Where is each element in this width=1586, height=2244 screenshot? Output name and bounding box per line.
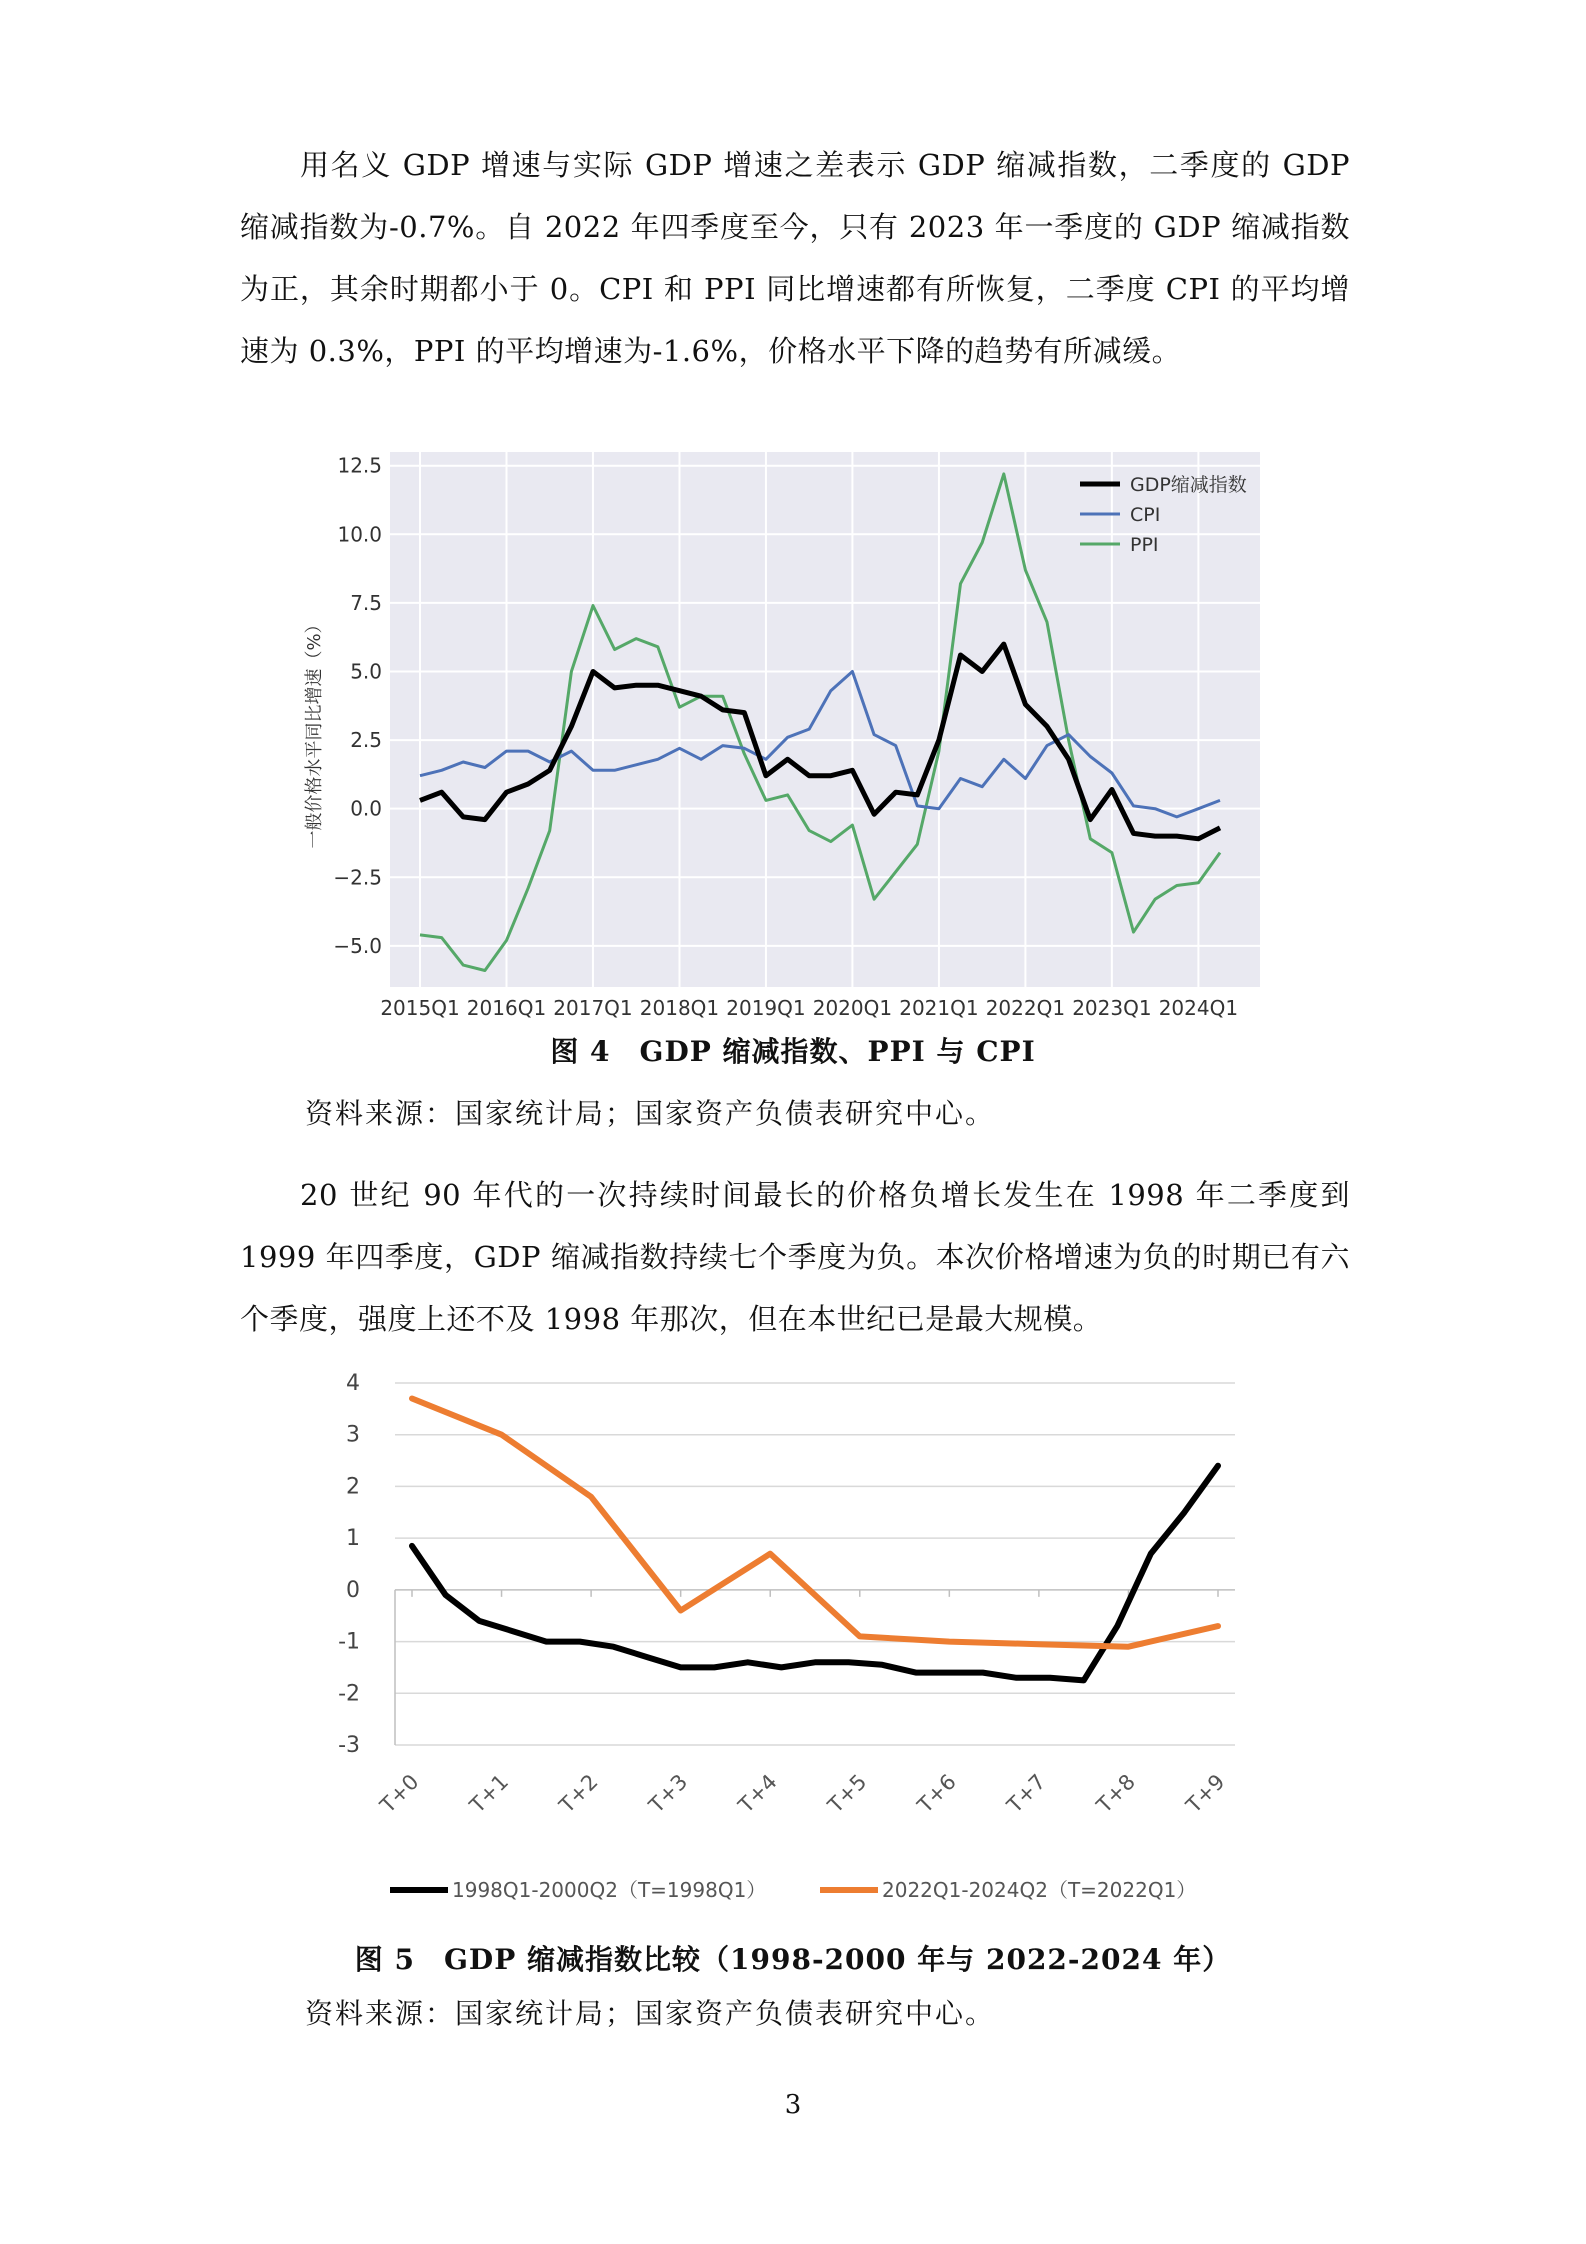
figure-5-chart	[330, 1365, 1280, 1915]
chart1-xtick-label: 2020Q1	[812, 996, 893, 1020]
chart2-xtick-label: T+4	[733, 1769, 782, 1818]
chart1-ytick-label: 7.5	[350, 590, 382, 615]
chart2-xtick-label: T+7	[1002, 1769, 1051, 1818]
chart1-xtick-label: 2015Q1	[380, 996, 460, 1020]
chart1-xtick-label: 2019Q1	[726, 996, 806, 1020]
chart1-xtick-label: 2018Q1	[639, 996, 720, 1020]
chart2-xtick-label: T+6	[912, 1769, 961, 1818]
chart2-ytick-label: -3	[338, 1733, 360, 1758]
chart2-series-2022Q1-2024Q2（T=2022Q1）	[412, 1399, 1218, 1647]
chart1-ylabel: 一般价格水平同比增速（%）	[304, 615, 325, 849]
chart1-ytick-label: −5.0	[333, 933, 382, 958]
chart1-xtick-label: 2023Q1	[1072, 996, 1152, 1020]
chart1-ytick-label: 12.5	[337, 453, 382, 478]
chart1-xtick-label: 2016Q1	[466, 996, 547, 1020]
chart2-xtick-label: T+5	[823, 1769, 872, 1818]
chart1-legend-ppi: PPI	[1130, 534, 1159, 556]
chart2-legend-2022: 2022Q1-2024Q2（T=2022Q1）	[882, 1878, 1197, 1902]
page-number: 3	[784, 2090, 802, 2120]
chart2-xtick-label: T+9	[1181, 1769, 1230, 1818]
chart1-legend-gdp: GDP缩减指数	[1130, 474, 1247, 496]
figure-5-caption: 图 5 GDP 缩减指数比较（1998-2000 年与 2022-2024 年）	[354, 1943, 1232, 1976]
chart1-legend-cpi: CPI	[1130, 504, 1161, 526]
chart2-xtick-label: T+2	[554, 1769, 603, 1818]
chart2-xtick-label: T+0	[375, 1769, 424, 1818]
chart2-ytick-label: 1	[346, 1526, 360, 1552]
chart1-xtick-label: 2017Q1	[553, 996, 633, 1020]
chart1-ytick-label: −2.5	[333, 865, 382, 890]
figure-4-source: 资料来源：国家统计局；国家资产负债表研究中心。	[305, 1097, 996, 1130]
chart1-ytick-label: 0.0	[350, 796, 382, 821]
chart2-xtick-label: T+1	[465, 1769, 514, 1818]
chart2-ytick-label: -2	[338, 1681, 360, 1707]
chart2-ytick-label: -1	[338, 1629, 360, 1655]
figure-4-caption: 图 4 GDP 缩减指数、PPI 与 CPI	[550, 1035, 1036, 1068]
chart1-xtick-label: 2021Q1	[899, 996, 979, 1020]
chart2-ytick-label: 4	[346, 1371, 360, 1396]
chart1-ytick-label: 5.0	[350, 659, 382, 684]
paragraph-2: 20 世纪 90 年代的一次持续时间最长的价格负增长发生在 1998 年二季度到 1999 年四季度，GDP 缩减指数持续七个季度为负。本次价格增速为负的时期已有六个季度，强度上还不及 1998 年那次，但在本世纪已是最大规模。	[240, 1178, 1350, 1336]
chart2-ytick-label: 3	[346, 1422, 360, 1448]
chart1-ytick-label: 10.0	[337, 522, 382, 547]
chart2-ytick-label: 0	[346, 1577, 360, 1603]
chart2-legend-1998: 1998Q1-2000Q2（T=1998Q1）	[452, 1878, 767, 1902]
chart2-ytick-label: 2	[346, 1474, 360, 1500]
chart1-ytick-label: 2.5	[350, 728, 382, 753]
chart1-xtick-label: 2024Q1	[1158, 996, 1239, 1020]
paragraph-1: 用名义 GDP 增速与实际 GDP 增速之差表示 GDP 缩减指数，二季度的 GDP 缩减指数为-0.7%。自 2022 年四季度至今，只有 2023 年一季度的 GDP 缩减指数为正，其余时期都小于 0。CPI 和 PPI 同比增速都有所恢复，二季度 CPI 的平均增速为 0.3%，PPI 的平均增速为-1.6%，价格水平下降的趋势有所减缓。	[240, 148, 1350, 368]
chart2-legend	[390, 1878, 1196, 1902]
chart2-xtick-label: T+3	[644, 1769, 693, 1818]
chart2-xtick-label: T+8	[1092, 1769, 1140, 1818]
chart1-xtick-label: 2022Q1	[985, 996, 1066, 1020]
figure-4-chart	[290, 452, 1300, 1030]
figure-5-source: 资料来源：国家统计局；国家资产负债表研究中心。	[305, 1997, 996, 2030]
